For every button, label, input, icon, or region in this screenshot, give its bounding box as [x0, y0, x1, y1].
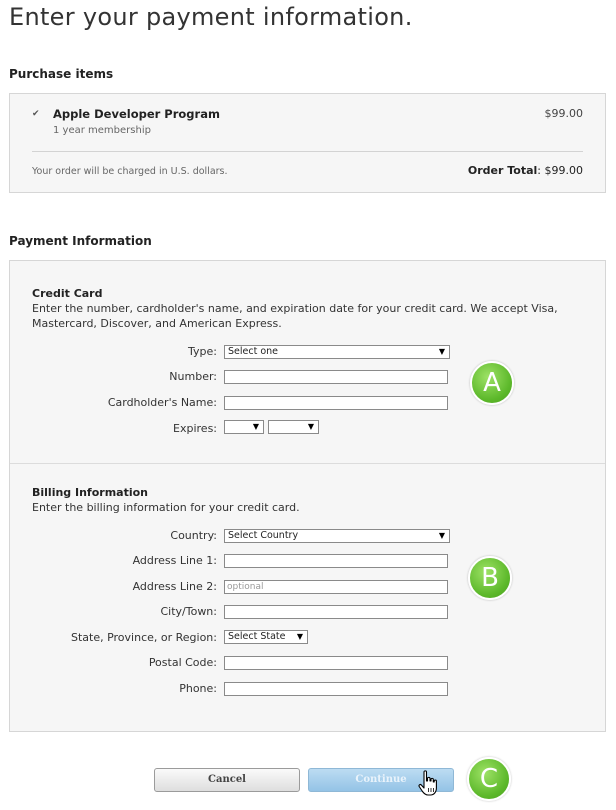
purchase-items-heading: Purchase items	[9, 67, 114, 81]
address-line-2-label: Address Line 2:	[132, 580, 217, 593]
item-name: Apple Developer Program	[53, 107, 220, 121]
postal-code-label: Postal Code:	[148, 656, 217, 669]
chevron-down-icon: ▼	[296, 632, 303, 641]
hand-cursor-icon	[418, 770, 438, 800]
expiry-year-select[interactable]	[268, 420, 319, 434]
item-subtitle: 1 year membership	[53, 125, 151, 136]
country-select[interactable]	[224, 529, 450, 543]
phone-label: Phone:	[179, 682, 217, 695]
chevron-down-icon: ▼	[438, 347, 445, 356]
page-title: Enter your payment information.	[9, 3, 413, 31]
address-line-1-label: Address Line 1:	[132, 554, 217, 567]
chevron-down-icon: ▼	[438, 531, 445, 540]
country-label: Country:	[170, 529, 217, 542]
item-checkbox[interactable]: ✔	[32, 109, 40, 119]
expires-label: Expires:	[173, 422, 217, 435]
credit-card-description: Enter the number, cardholder's name, and expiration date for your credit card. We accept Visa, Mastercard, Discover, and American Express.	[32, 302, 558, 330]
order-total	[468, 164, 583, 177]
continue-button[interactable]: Continue	[308, 768, 454, 792]
card-type-value: Select one	[228, 346, 279, 357]
credit-card-heading: Credit Card	[32, 287, 103, 300]
chevron-down-icon: ▼	[252, 422, 259, 431]
badge-c: C	[467, 757, 511, 801]
phone-input[interactable]	[224, 682, 448, 696]
payment-info-heading: Payment Information	[9, 234, 152, 248]
divider	[32, 151, 583, 152]
city-label: City/Town:	[160, 605, 217, 618]
cardholder-name-label: Cardholder's Name:	[107, 396, 217, 409]
purchase-items-box	[9, 93, 606, 193]
state-select[interactable]	[224, 630, 308, 644]
card-type-select[interactable]	[224, 345, 450, 359]
number-label: Number:	[169, 370, 217, 383]
expiry-month-select[interactable]	[224, 420, 264, 434]
order-total-label: Order Total	[467, 164, 538, 177]
postal-code-input[interactable]	[224, 656, 448, 670]
badge-a: A	[470, 361, 514, 405]
order-total-value: : $99.00	[537, 164, 583, 177]
country-value: Select Country	[228, 530, 299, 541]
card-number-input[interactable]	[224, 370, 448, 384]
item-price: $99.00	[544, 107, 583, 120]
city-input[interactable]	[224, 605, 448, 619]
billing-description: Enter the billing information for your credit card.	[32, 501, 300, 514]
state-value: Select State	[228, 631, 286, 642]
cancel-button[interactable]: Cancel	[154, 768, 300, 792]
payment-box	[9, 260, 606, 732]
chevron-down-icon: ▼	[307, 422, 314, 431]
state-label: State, Province, or Region:	[70, 631, 217, 644]
billing-heading: Billing Information	[32, 486, 148, 499]
badge-b: B	[468, 556, 512, 600]
cardholder-name-input[interactable]	[224, 396, 448, 410]
charge-note: Your order will be charged in U.S. dollars.	[32, 166, 228, 177]
address-line-2-input[interactable]: optional	[224, 580, 448, 594]
section-divider	[10, 463, 605, 464]
type-label: Type:	[188, 345, 217, 358]
address-line-1-input[interactable]	[224, 554, 448, 568]
